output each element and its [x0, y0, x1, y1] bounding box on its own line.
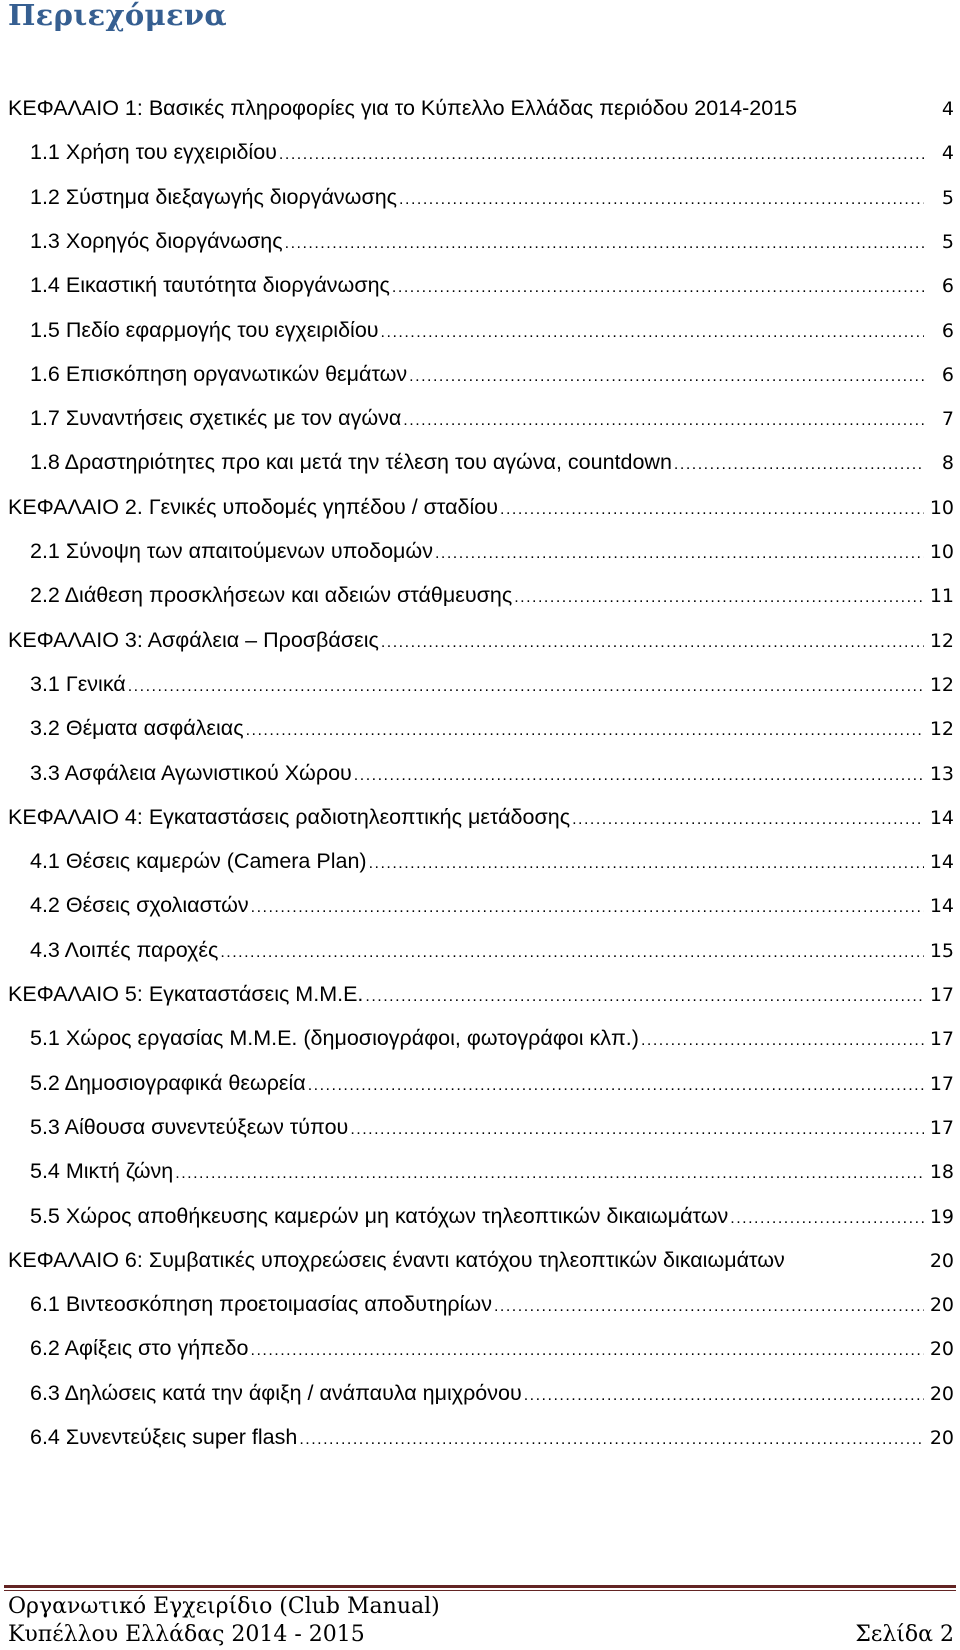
toc-entry-page: 15 — [929, 939, 954, 962]
toc-entry[interactable] — [8, 801, 954, 833]
footer-page-number: Σελίδα 2 — [855, 1622, 954, 1647]
toc-entry-label: 2.1 Σύνοψη των απαιτούμενων υποδομών — [30, 539, 433, 563]
toc-entry-page: 20 — [929, 1382, 954, 1405]
toc-entry-label: 1.7 Συναντήσεις σχετικές με τον αγώνα — [30, 406, 402, 431]
toc-entry[interactable] — [30, 1200, 954, 1232]
toc-entry-page: 18 — [929, 1161, 954, 1184]
toc-dot-leader — [308, 1070, 924, 1102]
toc-entry[interactable] — [30, 535, 954, 567]
toc-entry-label: 4.1 Θέσεις καμερών (Camera Plan) — [30, 849, 367, 874]
toc-entry[interactable] — [30, 314, 954, 346]
toc-entry[interactable] — [30, 1288, 954, 1320]
toc-entry-label: 1.6 Επισκόπηση οργανωτικών θεμάτων — [30, 361, 408, 386]
toc-dot-leader — [435, 538, 924, 570]
toc-dot-leader — [128, 671, 924, 703]
toc-entry-page: 6 — [941, 319, 954, 342]
toc-entry[interactable] — [30, 1332, 954, 1364]
toc-entry-page: 20 — [929, 1427, 954, 1449]
footer-cup-title: Κυπέλλου Ελλάδας 2014 - 2015 — [8, 1622, 365, 1647]
toc-entry[interactable] — [8, 624, 954, 656]
toc-entry-label: 1.2 Σύστημα διεξαγωγής διοργάνωσης — [30, 184, 398, 209]
toc-entry[interactable] — [30, 225, 954, 257]
toc-entry-label: 5.3 Αίθουσα συνεντεύξεων τύπου — [30, 1114, 349, 1139]
toc-entry[interactable] — [30, 1022, 954, 1054]
toc-entry-label: 1.4 Εικαστική ταυτότητα διοργάνωσης — [30, 273, 390, 298]
toc-entry-label: ΚΕΦΑΛΑΙΟ 6: Συμβατικές υποχρεώσεις έναντι κατόχου τηλεοπτικών δικαιωμάτων — [8, 1247, 785, 1272]
toc-entry-label: ΚΕΦΑΛΑΙΟ 2. Γενικές υποδομές γηπέδου / σταδίου — [8, 494, 499, 519]
toc-dot-leader — [381, 627, 924, 659]
toc-dot-leader — [409, 361, 924, 393]
toc-entry-page: 11 — [929, 585, 954, 608]
toc-entry[interactable] — [8, 1244, 954, 1276]
toc-entry-page: 14 — [929, 895, 954, 918]
toc-entry-page: 20 — [929, 1249, 954, 1272]
toc-entry-label: ΚΕΦΑΛΑΙΟ 1: Βασικές πληροφορίες για το Κύπελλο Ελλάδας περιόδου 2014-2015 — [8, 96, 798, 120]
toc-entry[interactable] — [30, 712, 954, 744]
toc-entry-label: 3.1 Γενικά — [30, 671, 126, 696]
toc-entry-label: 4.2 Θέσεις σχολιαστών — [30, 893, 249, 918]
toc-entry-label: 6.2 Αφίξεις στο γήπεδο — [30, 1336, 249, 1361]
toc-dot-leader — [350, 1114, 924, 1146]
toc-entry-label: 6.3 Δηλώσεις κατά την άφιξη / ανάπαυλα ημιχρόνου — [30, 1380, 522, 1405]
toc-entry-page: 14 — [929, 806, 954, 829]
toc-entry[interactable] — [30, 269, 954, 301]
toc-entry[interactable] — [8, 92, 954, 124]
footer-line-1 — [8, 1594, 954, 1619]
toc-entry[interactable] — [30, 358, 954, 390]
toc-entry-page: 6 — [941, 275, 954, 298]
toc-dot-leader — [381, 317, 924, 349]
footer-document-title: Οργανωτικό Εγχειρίδιο (Club Manual) — [8, 1594, 440, 1619]
toc-entry-page: 12 — [929, 673, 954, 696]
toc-dot-leader — [246, 715, 924, 747]
toc-entry-label: 5.4 Μικτή ζώνη — [30, 1159, 174, 1184]
toc-entry[interactable] — [30, 668, 954, 700]
toc-entry[interactable] — [30, 402, 954, 434]
toc-dot-leader — [514, 582, 924, 614]
toc-dot-leader — [279, 139, 924, 171]
toc-dot-leader — [572, 804, 924, 836]
toc-dot-leader — [354, 760, 924, 792]
toc-entry-label: 1.8 Δραστηριότητες προ και μετά την τέλεση του αγώνα, countdown — [30, 450, 672, 475]
toc-entry-page: 12 — [929, 718, 954, 741]
toc-entry-page: 17 — [929, 1072, 954, 1095]
toc-entry[interactable] — [30, 934, 954, 966]
toc-entry-page: 14 — [929, 851, 954, 874]
toc-dot-leader — [674, 449, 924, 481]
toc-entry-page: 20 — [929, 1338, 954, 1361]
toc-entry-page: 8 — [941, 452, 954, 475]
toc-entry-page: 17 — [929, 984, 954, 1006]
toc-entry-label: ΚΕΦΑΛΑΙΟ 5: Εγκαταστάσεις Μ.Μ.Ε. — [8, 982, 364, 1006]
toc-dot-leader — [251, 1335, 925, 1367]
toc-entry-label: 5.5 Χώρος αποθήκευσης καμερών μη κατόχων τηλεοπτικών δικαιωμάτων — [30, 1203, 729, 1228]
toc-entry-page: 6 — [941, 363, 954, 386]
toc-entry-page: 10 — [929, 541, 954, 563]
toc-entry-page: 13 — [929, 762, 954, 785]
toc-entry[interactable] — [30, 1111, 954, 1143]
toc-entry-page: 4 — [941, 142, 954, 165]
toc-entry[interactable] — [30, 579, 954, 611]
toc-entry-label: 2.2 Διάθεση προσκλήσεων και αδειών στάθμευσης — [30, 583, 513, 608]
toc-entry[interactable] — [30, 1067, 954, 1099]
toc-entry-label: ΚΕΦΑΛΑΙΟ 3: Ασφάλεια – Προσβάσεις — [8, 627, 379, 652]
toc-entry[interactable] — [30, 136, 954, 168]
toc-dot-leader — [299, 1424, 924, 1456]
toc-entry-label: 3.3 Ασφάλεια Αγωνιστικού Χώρου — [30, 760, 352, 785]
toc-dot-leader — [285, 228, 924, 260]
toc-entry-label: 5.1 Χώρος εργασίας Μ.Μ.Ε. (δημοσιογράφοι, φωτογράφοι κλπ.) — [30, 1026, 639, 1051]
toc-dot-leader — [524, 1380, 924, 1412]
toc-entry-page: 19 — [929, 1205, 954, 1228]
toc-entry-label: 3.2 Θέματα ασφάλειας — [30, 716, 244, 741]
toc-entry-page: 4 — [941, 98, 954, 120]
toc-entry-label: 1.5 Πεδίο εφαρμογής του εγχειριδίου — [30, 317, 379, 342]
toc-entry[interactable] — [30, 1421, 954, 1453]
toc-entry[interactable] — [30, 1155, 954, 1187]
toc-entry-label: 1.3 Χορηγός διοργάνωσης — [30, 228, 283, 253]
toc-entry[interactable] — [30, 1377, 954, 1409]
toc-entry-label: 4.3 Λοιπές παροχές — [30, 937, 219, 962]
toc-entry-page: 20 — [929, 1294, 954, 1317]
toc-entry[interactable] — [30, 845, 954, 877]
toc-dot-leader — [730, 1203, 924, 1235]
toc-entry-label: 6.1 Βιντεοσκόπηση προετοιμασίας αποδυτηρίων — [30, 1292, 492, 1317]
toc-entry[interactable] — [8, 491, 954, 523]
toc-dot-leader — [500, 494, 924, 526]
toc-entry-page: 7 — [941, 408, 954, 431]
footer-divider — [4, 1585, 956, 1591]
toc-entry-page: 12 — [929, 629, 954, 652]
toc-dot-leader — [494, 1291, 924, 1323]
toc-entry[interactable] — [8, 978, 954, 1010]
toc-entry-label: 1.1 Χρήση του εγχειριδίου — [30, 140, 277, 165]
toc-entry-page: 10 — [929, 496, 954, 519]
toc-entry-label: 6.4 Συνεντεύξεις super flash — [30, 1425, 298, 1449]
toc-dot-leader — [369, 848, 924, 880]
toc-entry-label: ΚΕΦΑΛΑΙΟ 4: Εγκαταστάσεις ραδιοτηλεοπτικής μετάδοσης — [8, 804, 571, 829]
toc-entry[interactable] — [30, 889, 954, 921]
toc-heading: Περιεχόμενα — [8, 0, 227, 32]
toc-entry-page: 5 — [941, 230, 954, 253]
toc-entry-page: 17 — [929, 1028, 954, 1051]
toc-dot-leader — [220, 937, 924, 969]
footer-line-2 — [8, 1622, 954, 1647]
toc-dot-leader — [392, 272, 924, 304]
toc-entry-page: 17 — [929, 1116, 954, 1139]
toc-dot-leader — [365, 981, 924, 1013]
toc-dot-leader — [641, 1025, 924, 1057]
toc-entry-label: 5.2 Δημοσιογραφικά θεωρεία — [30, 1070, 306, 1095]
toc-entry[interactable] — [30, 446, 954, 478]
toc-dot-leader — [251, 892, 924, 924]
toc-entry[interactable] — [30, 757, 954, 789]
toc-entry-page: 5 — [941, 186, 954, 209]
toc-dot-leader — [403, 405, 924, 437]
toc-entry[interactable] — [30, 181, 954, 213]
toc-dot-leader — [399, 184, 924, 216]
toc-dot-leader — [175, 1158, 924, 1190]
